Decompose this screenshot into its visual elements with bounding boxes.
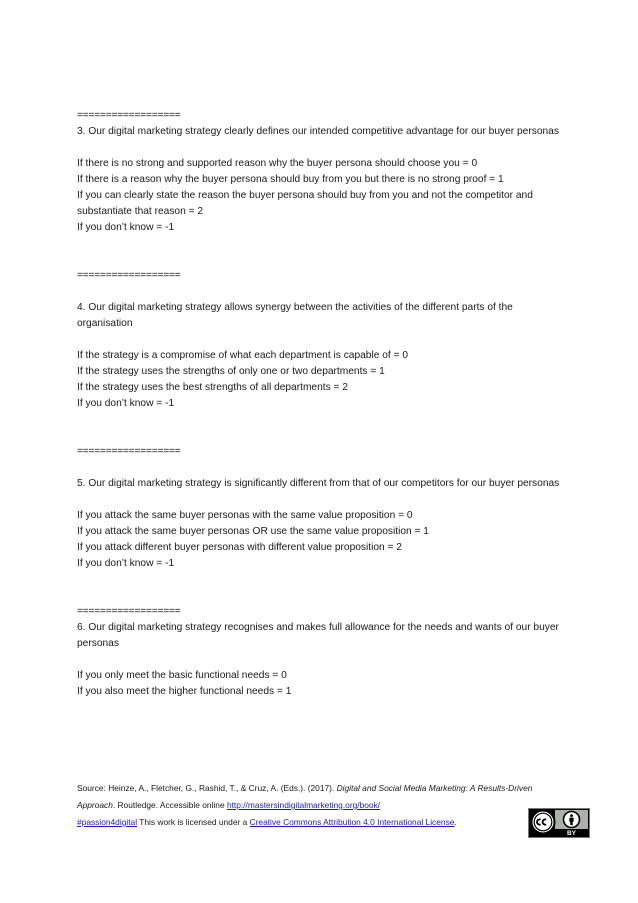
question-3: 3. Our digital marketing strategy clearly defines our intended competitive advantage for our buyer personas [77, 126, 559, 137]
option-line: If there is a reason why the buyer persona should buy from you but there is no strong proof = 1 [77, 174, 504, 185]
option-line: If you attack the same buyer personas OR use the same value proposition = 1 [77, 526, 429, 537]
license-text: This work is licensed under a [137, 817, 250, 827]
badge-label: BY [566, 830, 577, 837]
option-line: If you can clearly state the reason the buyer persona should buy from you and not the competitor and substantiate that reason = 2 [77, 190, 533, 217]
hashtag-link[interactable]: #passion4digital [77, 817, 138, 827]
section-separator: ================== [77, 606, 181, 617]
option-line: If the strategy uses the strengths of only one or two departments = 1 [77, 366, 385, 377]
option-line: If you don’t know = -1 [77, 558, 175, 569]
section-separator: ================== [77, 446, 181, 457]
citation-text: . Routledge. Accessible online [112, 800, 227, 810]
option-line: If you attack different buyer personas with different value proposition = 2 [77, 542, 402, 553]
attribution-person-icon [564, 812, 580, 828]
option-line: If the strategy uses the best strengths of all departments = 2 [77, 382, 348, 393]
option-line: If you don’t know = -1 [77, 222, 175, 233]
option-line: If you attack the same buyer personas with the same value proposition = 0 [77, 510, 413, 521]
document-body [77, 108, 567, 700]
cc-by-badge[interactable] [528, 808, 590, 838]
option-line: If there is no strong and supported reason why the buyer persona should choose you = 0 [77, 158, 478, 169]
question-6: 6. Our digital marketing strategy recognises and makes full allowance for the needs and wants of our buyer personas [77, 622, 559, 649]
option-line: If you only meet the basic functional needs = 0 [77, 670, 287, 681]
option-line: If the strategy is a compromise of what each department is capable of = 0 [77, 350, 408, 361]
section-separator: ================== [77, 110, 181, 121]
citation-text: Source: Heinze, A., Fletcher, G., Rashid, T., & Cruz, A. (Eds.). (2017). [77, 783, 337, 793]
source-citation: Source: Heinze, A., Fletcher, G., Rashid, T., & Cruz, A. (Eds.). (2017). Digital and Social Media Marketing: A Results-Driven Approach. Routledge. Accessible online http://mastersindigitalmarketing.org/book/ #passion4digital This work is licensed under a Creative Commons Attribution 4.0 International License. [77, 783, 533, 827]
option-line: If you also meet the higher functional needs = 1 [77, 686, 292, 697]
cc-icon [532, 811, 555, 834]
question-4: 4. Our digital marketing strategy allows synergy between the activities of the different parts of the organisation [77, 302, 513, 329]
question-5: 5. Our digital marketing strategy is significantly different from that of our competitors for our buyer personas [77, 478, 560, 489]
book-url-link[interactable]: http://mastersindigitalmarketing.org/book/ [226, 800, 381, 810]
license-link[interactable]: Creative Commons Attribution 4.0 International License [249, 817, 455, 827]
option-line: If you don’t know = -1 [77, 398, 175, 409]
section-separator: ================== [77, 270, 181, 281]
book-title: Digital and Social Media Marketing: A Results-Driven Approach [77, 783, 533, 810]
